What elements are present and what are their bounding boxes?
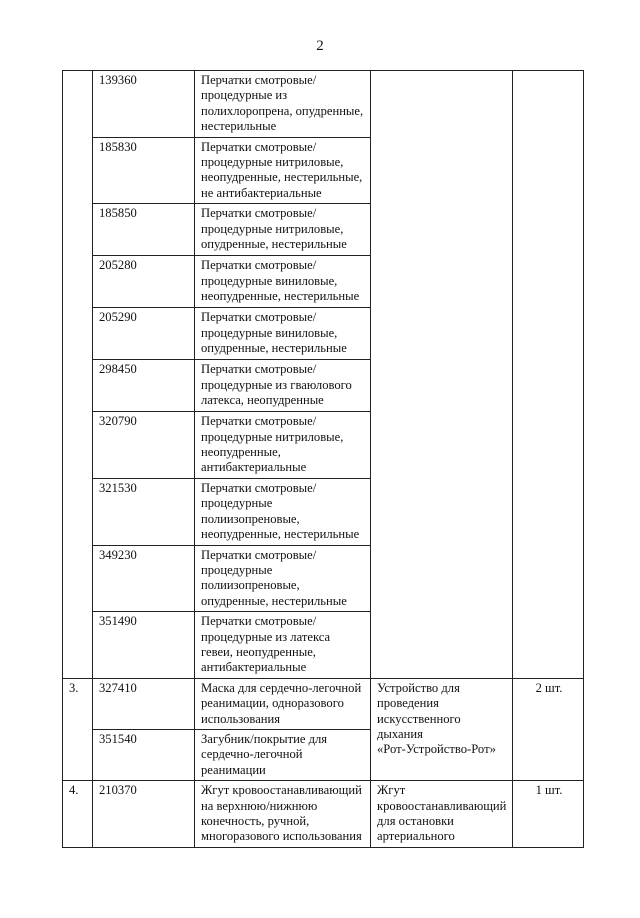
device-cell: Устройство для проведения искусственного дыхания «Рот-Устройство-Рот» xyxy=(371,678,513,780)
code-cell: 298450 xyxy=(93,360,195,412)
code-cell: 205290 xyxy=(93,308,195,360)
quantity-cell: 1 шт. xyxy=(513,781,584,848)
name-cell: Маска для сердечно-легочной реанимации, одноразового использования xyxy=(195,678,371,729)
equipment-table xyxy=(62,70,584,848)
name-cell: Перчатки смотровые/ процедурные виниловые, неопудренные, нестерильные xyxy=(195,256,371,308)
item-number-cell xyxy=(63,71,93,679)
name-cell: Перчатки смотровые/ процедурные виниловые, опудренные, нестерильные xyxy=(195,308,371,360)
code-cell: 185850 xyxy=(93,204,195,256)
code-cell: 205280 xyxy=(93,256,195,308)
device-cell: Жгут кровоостанавливающий для остановки артериального xyxy=(371,781,513,848)
name-cell: Перчатки смотровые/ процедурные полиизопреновые, неопудренные, нестерильные xyxy=(195,478,371,545)
code-cell: 185830 xyxy=(93,137,195,204)
table-row xyxy=(63,781,584,848)
quantity-cell: 2 шт. xyxy=(513,678,584,780)
quantity-cell xyxy=(513,71,584,679)
name-cell: Перчатки смотровые/ процедурные нитриловые, неопудренные, нестерильные, не антибактериальные xyxy=(195,137,371,204)
name-cell: Перчатки смотровые/ процедурные нитриловые, опудренные, нестерильные xyxy=(195,204,371,256)
code-cell: 321530 xyxy=(93,478,195,545)
name-cell: Загубник/покрытие для сердечно-легочной реанимации xyxy=(195,729,371,780)
code-cell: 210370 xyxy=(93,781,195,848)
code-cell: 351540 xyxy=(93,729,195,780)
code-cell: 327410 xyxy=(93,678,195,729)
page-number: 2 xyxy=(316,38,324,54)
device-cell xyxy=(371,71,513,679)
table-row xyxy=(63,71,584,138)
table-row xyxy=(63,678,584,729)
code-cell: 139360 xyxy=(93,71,195,138)
code-cell: 320790 xyxy=(93,412,195,479)
name-cell: Перчатки смотровые/ процедурные из латекса гевеи, неопудренные, антибактериальные xyxy=(195,612,371,679)
name-cell: Перчатки смотровые/ процедурные из полихлоропрена, опудренные, нестерильные xyxy=(195,71,371,138)
item-number-cell: 3. xyxy=(63,678,93,780)
name-cell: Перчатки смотровые/ процедурные из гваюлового латекса, неопудренные xyxy=(195,360,371,412)
item-number-cell: 4. xyxy=(63,781,93,848)
name-cell: Перчатки смотровые/ процедурные нитриловые, неопудренные, антибактериальные xyxy=(195,412,371,479)
code-cell: 349230 xyxy=(93,545,195,612)
name-cell: Перчатки смотровые/ процедурные полиизопреновые, опудренные, нестерильные xyxy=(195,545,371,612)
name-cell: Жгут кровоостанавливающий на верхнюю/нижнюю конечность, ручной, многоразового использования xyxy=(195,781,371,848)
code-cell: 351490 xyxy=(93,612,195,679)
